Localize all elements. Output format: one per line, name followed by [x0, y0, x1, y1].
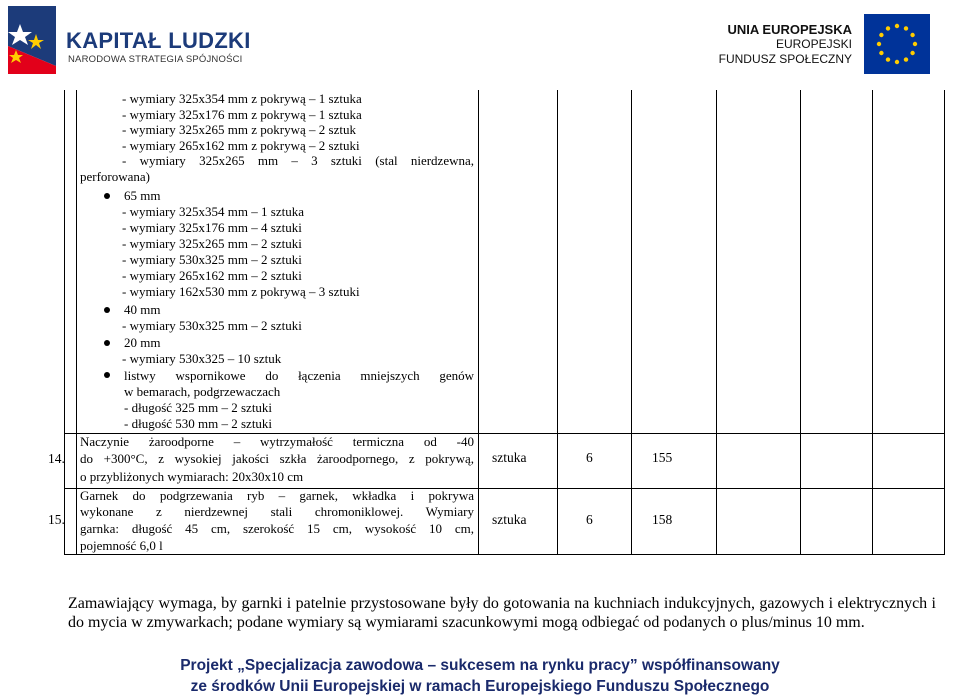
table-border-col6 [800, 90, 801, 555]
eu-logo-text [719, 22, 852, 67]
table-border-col2 [478, 90, 479, 555]
row-description-line: o przybliżonych wymiarach: 20x30x10 cm [80, 469, 304, 484]
bullet-icon [104, 372, 110, 378]
table-border-left [64, 90, 65, 555]
kapital-ludzki-logo-icon [6, 4, 58, 76]
table-border-right [944, 90, 945, 555]
item13-line: - wymiary 530x325 mm – 2 sztuki [122, 252, 302, 267]
item13-line: - wymiary 325x354 mm z pokrywą – 1 sztuka [122, 91, 362, 106]
row-extra-value: 155 [652, 450, 673, 465]
row-extra-value: 158 [652, 512, 673, 527]
table-border-col7 [872, 90, 873, 555]
row-description-line: garnka: długość 45 cm, szerokość 15 cm, wysokość 10 cm, [80, 521, 474, 536]
item13-line: - długość 530 mm – 2 sztuki [124, 416, 273, 431]
row-number: 14. [48, 451, 65, 466]
table-border-col4 [631, 90, 632, 555]
item13-line: - wymiary 162x530 mm z pokrywą – 3 sztuki [122, 284, 360, 299]
kapital-ludzki-subtitle: NARODOWA STRATEGIA SPÓJNOŚCI [68, 54, 243, 65]
row-quantity: 6 [586, 450, 593, 465]
item13-line: - długość 325 mm – 2 sztuki [124, 400, 273, 415]
bullet-listwy [104, 368, 474, 384]
item13-line-perf: perforowana) [80, 169, 151, 184]
row-description-line: do +300°C, z wysokiej jakości szkła żaroodpornego, z pokrywą, [80, 451, 474, 466]
bullet-40mm [104, 302, 160, 318]
bullet-icon [104, 193, 110, 199]
bullet-label: 40 mm [124, 302, 161, 317]
item13-line: - wymiary 325x265 mm z pokrywą – 2 sztuk [122, 122, 356, 137]
eu-line-2: EUROPEJSKI [775, 37, 852, 51]
item13-line: - wymiary 325x176 mm z pokrywą – 1 sztuka [122, 107, 362, 122]
bullet-65mm [104, 188, 160, 204]
row-description-line: wykonane z nierdzewnej stali chromoniklowej. Wymiary [80, 504, 474, 519]
row-description-line: pojemność 6,0 l [80, 538, 163, 553]
eu-flag-icon [864, 14, 930, 74]
bullet-20mm [104, 335, 160, 351]
item13-line: w bemarach, podgrzewaczach [124, 384, 281, 399]
eu-line-1: UNIA EUROPEJSKA [727, 22, 852, 37]
bullet-icon [104, 307, 110, 313]
row-description-line: Naczynie żaroodporne – wytrzymałość termiczna od -40 [80, 434, 474, 449]
bullet-icon [104, 340, 110, 346]
bullet-label: listwy wspornikowe do łączenia mniejszych genów [124, 368, 474, 383]
table-border-col5 [716, 90, 717, 555]
row-unit: sztuka [492, 512, 527, 527]
kapital-ludzki-title: KAPITAŁ LUDZKI [66, 28, 251, 53]
table-bottom-border [64, 554, 945, 555]
bullet-label: 65 mm [124, 188, 161, 203]
row-number: 15. [48, 512, 65, 527]
eu-line-3: FUNDUSZ SPOŁECZNY [718, 52, 852, 66]
item13-line: - wymiary 530x325 mm – 2 sztuki [122, 318, 302, 333]
item13-line: - wymiary 265x162 mm z pokrywą – 2 sztuki [122, 138, 360, 153]
item13-line: - wymiary 325x354 mm – 1 sztuka [122, 204, 304, 219]
item13-line: - wymiary 325x265 mm – 2 sztuki [122, 236, 302, 251]
row-description-line: Garnek do podgrzewania ryb – garnek, wkładka i pokrywa [80, 488, 474, 503]
bullet-label: 20 mm [124, 335, 161, 350]
requirements-note: Zamawiający wymaga, by garnki i patelnie przystosowane były do gotowania na kuchniach indukcyjnych, gazowych i elektrycznych i do mycia w zmywarkach; podane wymiary są wymiarami szacunkowymi mogą odbiegać od podanych o plus/minus 10 mm. [68, 595, 936, 632]
item13-line-stal: - wymiary 325x265 mm – 3 sztuki (stal nierdzewna, [122, 153, 474, 168]
item13-line: - wymiary 265x162 mm – 2 sztuki [122, 268, 302, 283]
item13-line: - wymiary 325x176 mm – 4 sztuki [122, 220, 302, 235]
row-unit: sztuka [492, 450, 527, 465]
page-header [0, 0, 960, 86]
project-footer-line-1: Projekt „Specjalizacja zawodowa – sukcesem na rynku pracy” współfinansowany [180, 657, 780, 674]
row-quantity: 6 [586, 512, 593, 527]
item13-line: - wymiary 530x325 – 10 sztuk [122, 351, 282, 366]
table-border-col3 [557, 90, 558, 555]
table-border-col1 [76, 90, 77, 555]
project-footer-line-2: ze środków Unii Europejskiej w ramach Europejskiego Funduszu Społecznego [190, 678, 770, 695]
